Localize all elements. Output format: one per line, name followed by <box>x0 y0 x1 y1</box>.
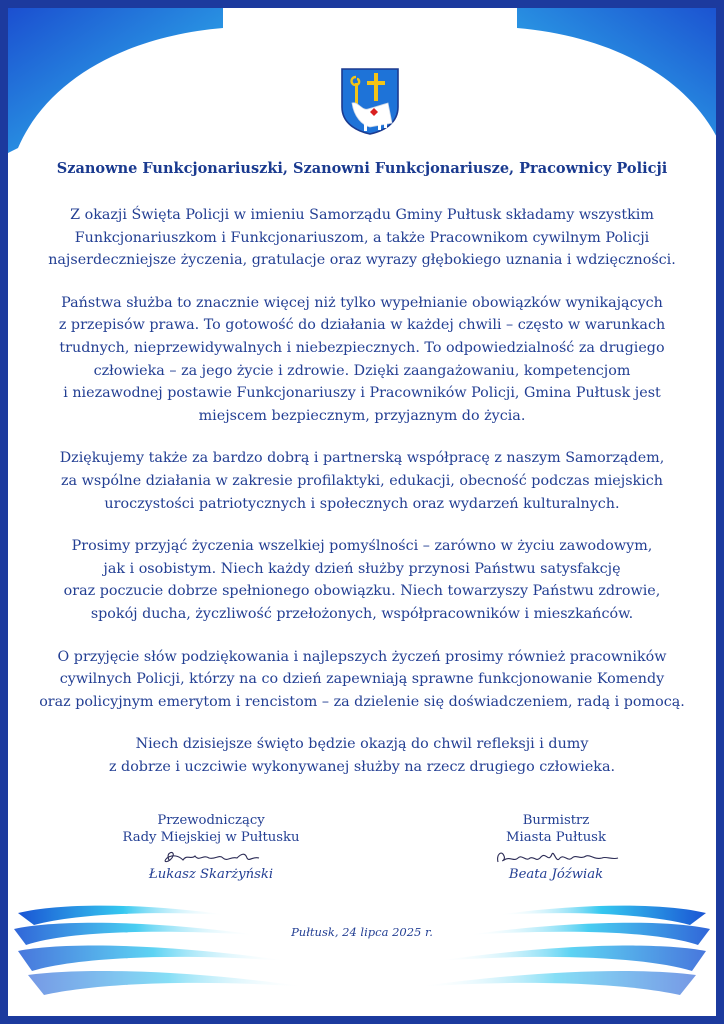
left-signatory-title: Przewodniczący <box>157 813 265 828</box>
paragraph-line: za wspólne działania w zakresie profilaktyki, edukacji, obecność podczas miejskich <box>61 472 663 489</box>
right-signatory-office: Miasta Pułtusk <box>506 830 606 845</box>
letter-paragraph <box>36 535 688 625</box>
paragraph-line: uroczystości patriotycznych i społecznych oraz wydarzeń kulturalnych. <box>104 495 620 512</box>
salutation-heading: Szanowne Funkcjonariuszki, Szanowni Funkcjonariusze, Pracownicy Policji <box>56 160 668 177</box>
paragraph-line: O przyjęcie słów podziękowania i najlepszych życzeń prosimy również pracowników <box>57 648 667 665</box>
letter-body <box>36 158 688 798</box>
letter-paragraphs <box>36 204 688 778</box>
signature-left <box>91 812 331 883</box>
letter-paragraph <box>36 733 688 778</box>
paragraph-line: spokój ducha, życzliwość przełożonych, współpracowników i mieszkańców. <box>90 605 634 622</box>
paragraph-line: miejscem bezpiecznym, przyjaznym do życia. <box>198 407 526 424</box>
place-date: Pułtusk, 24 lipca 2025 r. <box>291 925 433 939</box>
paragraph-line: Niech dzisiejsze święto będzie okazją do chwil refleksji i dumy <box>135 736 589 753</box>
paragraph-line: jak i osobistym. Niech każdy dzień służby przynosi Państwu satysfakcję <box>103 560 621 577</box>
paragraph-line: oraz policyjnym emerytom i rencistom – za dzielenie się doświadczeniem, radą i pomocą. <box>39 693 685 710</box>
paragraph-line: i niezawodnej postawie Funkcjonariuszy i Pracowników Policji, Gmina Pułtusk jest <box>63 385 661 402</box>
letter-paragraph <box>36 646 688 714</box>
signature-right <box>436 812 676 883</box>
paragraph-line: Funkcjonariuszkom i Funkcjonariuszom, a także Pracownikom cywilnym Policji <box>74 229 650 246</box>
paragraph-line: cywilnych Policji, którzy na co dzień zapewniają sprawne funkcjonowanie Komendy <box>59 671 665 688</box>
left-swoosh-decoration <box>8 895 312 1005</box>
left-signatory-name: Łukasz Skarżyński <box>148 867 274 882</box>
top-right-corner-arc <box>517 8 724 153</box>
paragraph-line: Dziękujemy także za bardzo dobrą i partnerską współpracę z naszym Samorządem, <box>59 450 665 467</box>
letter-paragraph <box>36 292 688 428</box>
right-signatory-name: Beata Jóźwiak <box>508 867 604 882</box>
paragraph-line: Z okazji Święta Policji w imieniu Samorządu Gminy Pułtusk składamy wszystkim <box>70 207 654 223</box>
top-left-corner-arc <box>8 8 223 153</box>
left-handwritten-signature <box>91 846 331 866</box>
letter-paragraph <box>36 204 688 272</box>
paragraph-line: najserdeczniejsze życzenia, gratulacje oraz wyrazy głębokiego uznania i wdzięczności. <box>48 252 676 269</box>
right-handwritten-signature <box>436 846 676 866</box>
paragraph-line: z dobrze i uczciwie wykonywanej służby na rzecz drugiego człowieka. <box>108 758 616 775</box>
paragraph-line: człowieka – za jego życie i zdrowie. Dzięki zaangażowaniu, kompetencjom <box>93 362 631 379</box>
paragraph-line: trudnych, nieprzewidywalnych i niebezpiecznych. To odpowiedzialność za drugiego <box>59 339 665 356</box>
coat-of-arms-icon <box>340 67 400 135</box>
right-signatory-title: Burmistrz <box>522 813 590 828</box>
paragraph-line: Prosimy przyjąć życzenia wszelkiej pomyślności – zarówno w życiu zawodowym, <box>71 538 653 555</box>
paragraph-line: oraz poczucie dobrze spełnionego obowiązku. Niech towarzyszy Państwu zdrowie, <box>63 583 661 600</box>
signatures-section <box>0 812 724 882</box>
paragraph-line: z przepisów prawa. To gotowość do działania w każdej chwili – często w warunkach <box>58 317 666 334</box>
letter-paragraph <box>36 447 688 515</box>
paragraph-line: Państwa służba to znacznie więcej niż tylko wypełnianie obowiązków wynikających <box>61 294 663 311</box>
left-signatory-office: Rady Miejskiej w Pułtusku <box>122 830 300 845</box>
right-swoosh-decoration <box>412 895 716 1005</box>
